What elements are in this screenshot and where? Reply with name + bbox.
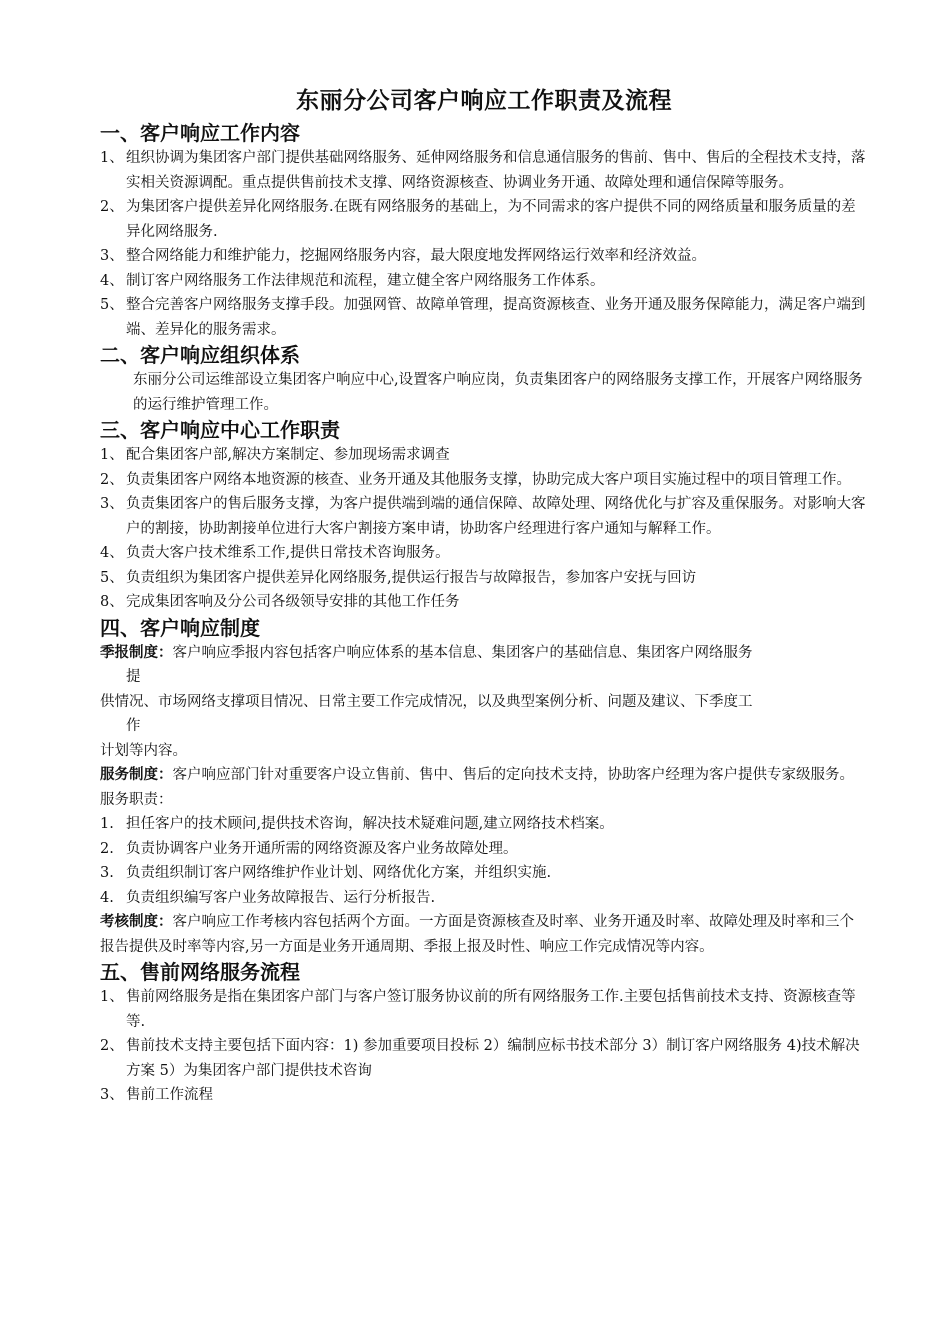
item-number: 8、: [100, 594, 124, 610]
list-item: [100, 468, 868, 493]
section-heading-5: 五、售前网络服务流程: [100, 960, 300, 984]
section-heading-3: 三、客户响应中心工作职责: [100, 418, 340, 442]
service-policy-text: 客户响应部门针对重要客户设立售前、售中、售后的定向技术支持，协助客户经理为客户提供专家级服务。: [172, 767, 854, 783]
season-report-text-1: 客户响应季报内容包括客户响应体系的基本信息、集团客户的基础信息、集团客户网络服务: [172, 644, 753, 661]
list-item: [100, 1034, 868, 1083]
item-text: 负责组织为集团客户提供差异化网络服务,提供运行报告与故障报告，参加客户安抚与回访: [126, 569, 697, 586]
service-policy-label: 服务制度：: [100, 766, 173, 783]
item-text: 负责集团客户的售后服务支撑，为客户提供端到端的通信保障、故障处理、网络优化与扩容及重保服务。对影响大客户的割接，协助割接单位进行大客户割接方案申请，协助客户经理进行客户通知与解释工作。: [126, 496, 866, 537]
item-text: 售前工作流程: [126, 1087, 213, 1103]
item-text: 售前网络服务是指在集团客户部门与客户签订服务协议前的所有网络服务工作.主要包括售前技术支持、资源核查等等.: [126, 989, 856, 1030]
document-title: 东丽分公司客户响应工作职责及流程: [296, 88, 672, 114]
season-report-label: 季报制度：: [100, 643, 173, 661]
duty-item: [100, 886, 868, 911]
item-text: 制订客户网络服务工作法律规范和流程，建立健全客户网络服务工作体系。: [126, 272, 605, 289]
item-number: 2、: [100, 471, 124, 488]
item-number: 2.: [100, 840, 114, 857]
document-page: [100, 86, 868, 1108]
item-text: 负责协调客户业务开通所需的网络资源及客户业务故障处理。: [126, 840, 518, 857]
item-text: 整合网络能力和维护能力，挖掘网络服务内容，最大限度地发挥网络运行效率和经济效益。: [126, 248, 706, 264]
list-item: [100, 195, 868, 244]
item-text: 整合完善客户网络服务支撑手段。加强网管、故障单管理，提高资源核查、业务开通及服务保障能力，满足客户端到端、差异化的服务需求。: [126, 297, 866, 338]
item-text: 负责组织编写客户业务故障报告、运行分析报告.: [126, 889, 436, 906]
item-text: 负责大客户技术维系工作,提供日常技术咨询服务。: [126, 545, 450, 561]
item-number: 3、: [100, 1087, 124, 1103]
item-number: 1、: [100, 447, 124, 463]
item-text: 负责集团客户网络本地资源的核查、业务开通及其他服务支撑，协助完成大客户项目实施过程中的项目管理工作。: [126, 471, 851, 488]
item-text: 负责组织制订客户网络维护作业计划、网络优化方案，并组织实施.: [126, 865, 552, 881]
list-item: [100, 566, 868, 591]
item-number: 2、: [100, 1038, 124, 1054]
season-report-line-2: [100, 690, 868, 739]
list-item: [100, 985, 868, 1034]
item-number: 2、: [100, 199, 124, 215]
list-item: [100, 443, 868, 468]
item-number: 1.: [100, 816, 114, 832]
item-text: 完成集团客响及分公司各级领导安排的其他工作任务: [126, 594, 460, 610]
item-number: 4.: [100, 889, 114, 906]
item-number: 4、: [100, 545, 124, 561]
item-number: 3.: [100, 865, 114, 881]
section-heading-4: 四、客户响应制度: [100, 615, 260, 640]
season-report-wrap-1: 提: [126, 669, 141, 685]
service-policy: [100, 763, 868, 788]
season-report-line-3: 计划等内容。: [100, 742, 187, 759]
item-number: 1、: [100, 150, 124, 166]
duty-item: [100, 861, 868, 886]
item-number: 1、: [100, 989, 124, 1005]
section-heading-2: 二、客户响应组织体系: [100, 343, 300, 367]
item-text: 售前技术支持主要包括下面内容：1) 参加重要项目投标 2）编制应标书技术部分 3）制订客户网络服务 4)技术解决方案 5）为集团客户部门提供技术咨询: [126, 1038, 860, 1079]
item-number: 3、: [100, 248, 124, 264]
service-duties-label: 服务职责：: [100, 791, 173, 808]
list-item: [100, 492, 868, 541]
assessment-policy: [100, 910, 868, 959]
season-report-wrap-2: 作: [126, 718, 141, 734]
item-number: 5、: [100, 297, 124, 313]
section-heading-1: 一、客户响应工作内容: [100, 121, 300, 145]
item-text: 组织协调为集团客户部门提供基础网络服务、延伸网络服务和信息通信服务的售前、售中、售后的全程技术支持，落实相关资源调配。重点提供售前技术支撑、网络资源核查、协调业务开通、故障处理和通信保障等服务。: [126, 150, 866, 191]
duty-item: [100, 812, 868, 837]
item-text: 为集团客户提供差异化网络服务.在既有网络服务的基础上，为不同需求的客户提供不同的网络质量和服务质量的差异化网络服务.: [126, 199, 856, 240]
list-item: [100, 590, 868, 615]
list-item: [100, 293, 868, 342]
assessment-policy-label: 考核制度：: [100, 913, 173, 930]
list-item: [100, 1083, 868, 1108]
list-item: [100, 541, 868, 566]
section-paragraph: 东丽分公司运维部设立集团客户响应中心,设置客户响应岗，负责集团客户的网络服务支撑工作，开展客户网络服务的运行维护管理工作。: [133, 372, 863, 413]
list-item: [100, 146, 868, 195]
duty-item: [100, 837, 868, 862]
season-report-line-1: [100, 641, 868, 690]
season-report-text-2: 供情况、市场网络支撑项目情况、日常主要工作完成情况，以及典型案例分析、问题及建议、下季度工: [100, 693, 753, 710]
list-item: [100, 269, 868, 294]
item-number: 3、: [100, 496, 124, 512]
list-item: [100, 244, 868, 269]
assessment-policy-text: 客户响应工作考核内容包括两个方面。一方面是资源核查及时率、业务开通及时率、故障处理及时率和三个报告提供及时率等内容,另一方面是业务开通周期、季报上报及时性、响应工作完成情况等内容。: [100, 914, 854, 955]
item-number: 5、: [100, 569, 124, 586]
item-number: 4、: [100, 272, 124, 289]
item-text: 担任客户的技术顾问,提供技术咨询，解决技术疑难问题,建立网络技术档案。: [126, 816, 614, 832]
item-text: 配合集团客户部,解决方案制定、参加现场需求调查: [126, 447, 450, 463]
